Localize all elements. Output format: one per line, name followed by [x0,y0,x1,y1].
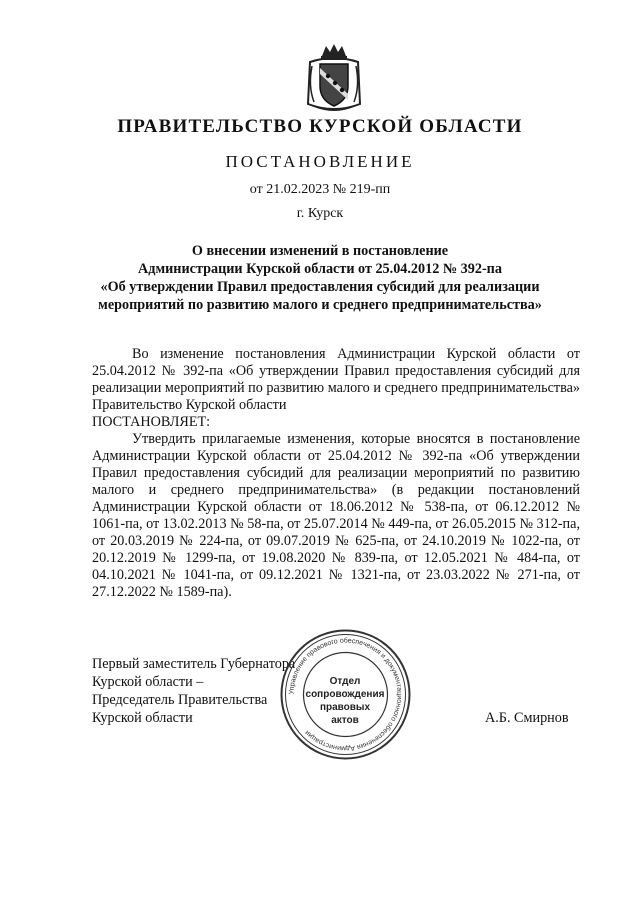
stamp-line: правовых [319,702,371,713]
signatory-title-line: Первый заместитель Губернатора [92,656,296,672]
document-body [92,346,580,601]
signatory-name: А.Б. Смирнов [485,710,569,726]
document-number: от 21.02.2023 № 219-пп [249,182,391,197]
document-subject [60,242,580,314]
document-city: г. Курск [296,206,344,221]
decree-word: ПОСТАНОВЛЯЕТ: [92,414,211,430]
document-type: ПОСТАНОВЛЕНИЕ [225,152,415,171]
subject-line: «Об утверждении Правил предоставления субсидий для реализации [100,279,540,295]
body-paragraph-resolution: Утвердить прилагаемые изменения, которые вносятся в постановление Администрации Курской области от 25.04.2012 № 392-па «Об утверждении Правил предоставления субсидий для реализации мероприятий по развитию малого и среднего предпринимательства» (в редакции постановлений Администрации Курской области от 18.06.2012 № 538-па, от 06.12.2012 № 1061-па, от 13.02.2013 № 58-па, от 25.07.2014 № 449-па, от 26.05.2015 № 312-па, от 20.03.2019 № 224-па, от 09.07.2019 № 625-па, от 24.10.2019 № 1022-па, от 20.12.2019 № 1299-па, от 19.08.2020 № 839-па, от 12.05.2021 № 484-па, от 04.10.2021 № 1041-па, от 09.12.2021 № 1321-па, от 23.03.2022 № 271-па, от 27.12.2022 № 1589-па). [92,431,580,600]
subject-line: мероприятий по развитию малого и среднего предпринимательства» [98,297,542,313]
stamp-line: актов [331,715,359,726]
signatory-title-line: Курской области – [92,674,204,690]
stamp-line: Отдел [329,676,361,687]
preamble-text: Во изменение постановления Администрации Курской области от 25.04.2012 № 392-па «Об утверждении Правил предоставления субсидий для реализации мероприятий по развитию малого и среднего предпринимательства» Правительство Курской области [92,346,580,413]
stamp-ring-text: Управление правового обеспечения и документационного обеспечения Администрации [288,637,403,752]
body-paragraph-preamble [92,346,580,431]
signatory-title-line: Курской области [92,710,193,726]
subject-line: О внесении изменений в постановление [191,243,449,259]
kursk-coat-of-arms-icon [304,42,364,114]
stamp-line: сопровождения [305,689,385,700]
organization-title: ПРАВИТЕЛЬСТВО КУРСКОЙ ОБЛАСТИ [117,116,523,137]
signatory-title-line: Председатель Правительства [92,692,268,708]
stamp-inner-text [300,675,390,727]
subject-line: Администрации Курской области от 25.04.2012 № 392-па [138,261,502,277]
